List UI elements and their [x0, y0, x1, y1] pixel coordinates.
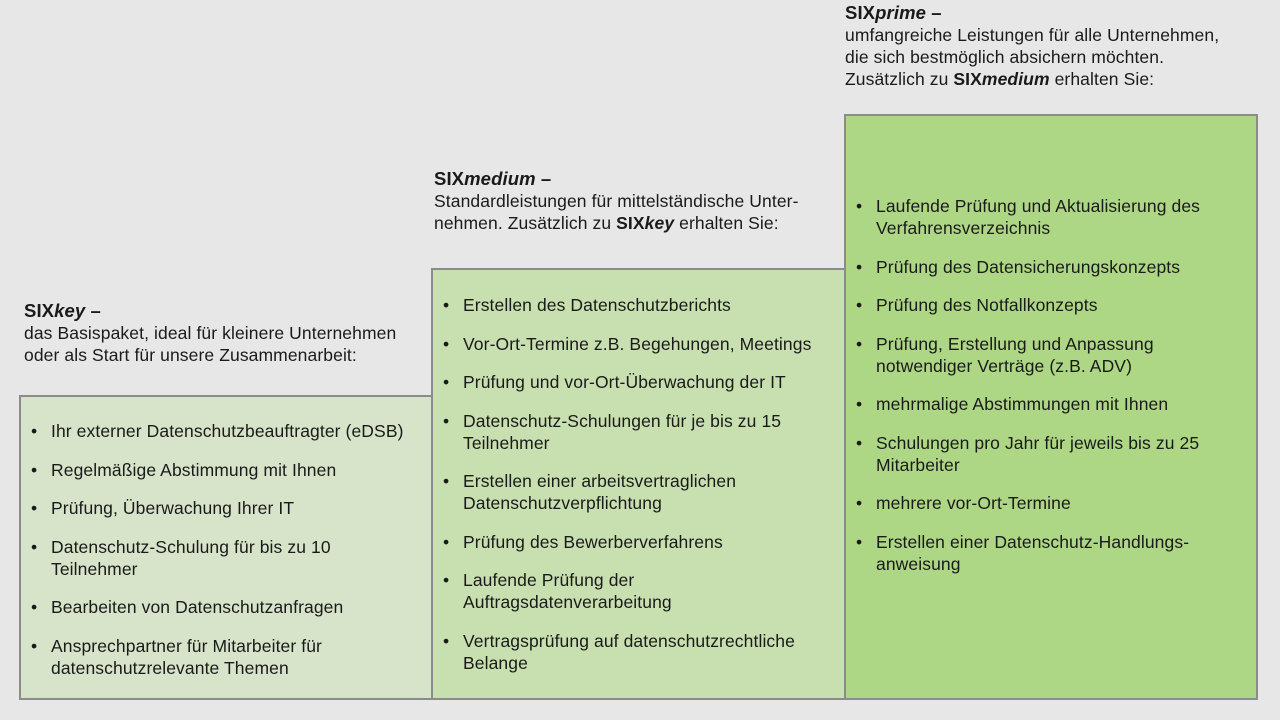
list-item-text: Bearbeiten von Datenschutzanfragen — [51, 597, 344, 617]
list-item-text: notwendiger Verträge (z.B. ADV) — [876, 355, 1133, 376]
list-item — [24, 459, 431, 481]
list-item — [436, 294, 845, 316]
bullet-icon: • — [31, 635, 38, 656]
bullet-icon: • — [443, 410, 450, 431]
sixmedium-feature-list — [436, 294, 845, 674]
bullet-icon: • — [856, 432, 863, 453]
bullet-icon: • — [443, 295, 450, 315]
list-item — [849, 531, 1256, 575]
list-item-text: Teilnehmer — [51, 558, 138, 579]
list-item-text: Laufende Prüfung und Aktualisierung des — [876, 196, 1201, 216]
sixkey-feature-box — [19, 395, 433, 700]
bullet-icon: • — [856, 531, 863, 552]
sixprime-feature-list — [849, 195, 1256, 575]
bullet-icon: • — [443, 471, 450, 491]
list-item-text: datenschutzrelevante Themen — [51, 657, 289, 678]
sixprime-description-line-2: die sich bestmöglich absichern möchten. — [845, 47, 1165, 67]
list-item — [24, 596, 431, 618]
list-item-text: Prüfung des Datensicherungskonzepts — [876, 256, 1181, 277]
list-item — [849, 333, 1256, 377]
list-item-text: Teilnehmer — [463, 432, 550, 453]
list-item — [436, 333, 845, 355]
list-item-text: Prüfung des Notfallkonzepts — [876, 295, 1098, 315]
sixprime-description-line-1: umfangreiche Leistungen für alle Unternehmen, — [845, 25, 1220, 45]
list-item-text: Vertragsprüfung auf datenschutzrechtliche — [463, 630, 795, 651]
sixprime-heading — [845, 2, 1265, 90]
sixkey-description-line-2: oder als Start für unsere Zusammenarbeit: — [24, 345, 357, 365]
list-item-text: Vor-Ort-Termine z.B. Begehungen, Meetings — [463, 333, 812, 354]
list-item-text: Erstellen einer Datenschutz-Handlungs- — [876, 531, 1190, 552]
bullet-icon: • — [31, 421, 38, 441]
list-item-text: Auftragsdatenverarbeitung — [463, 592, 672, 612]
list-item-text: Ihr externer Datenschutzbeauftragter (eDSB) — [51, 421, 404, 441]
sixmedium-reference: SIXmedium — [953, 69, 1050, 89]
list-item-text: Ansprechpartner für Mitarbeiter für — [51, 635, 322, 656]
list-item-text: Erstellen des Datenschutzberichts — [463, 295, 731, 315]
bullet-icon: • — [856, 394, 863, 414]
sixprime-description-line-3: Zusätzlich zu SIXmedium erhalten Sie: — [845, 69, 1155, 89]
bullet-icon: • — [31, 536, 38, 557]
list-item-text: Verfahrensverzeichnis — [876, 218, 1051, 238]
list-item — [436, 630, 845, 674]
bullet-icon: • — [856, 333, 863, 354]
list-item-text: Datenschutzverpflichtung — [463, 493, 662, 513]
sixkey-title: SIXkey – — [24, 300, 101, 321]
bullet-icon: • — [31, 459, 38, 480]
sixkey-feature-list — [24, 420, 431, 679]
sixmedium-description-line-2: nehmen. Zusätzlich zu SIXkey erhalten Sie: — [434, 213, 779, 233]
sixkey-description-line-1: das Basispaket, ideal für kleinere Unternehmen — [24, 323, 397, 343]
list-item — [849, 492, 1256, 514]
bullet-icon: • — [31, 597, 38, 617]
list-item — [849, 195, 1256, 239]
sixkey-heading — [24, 300, 424, 366]
bullet-icon: • — [856, 493, 863, 513]
list-item-text: mehrmalige Abstimmungen mit Ihnen — [876, 394, 1169, 414]
list-item — [436, 410, 845, 454]
list-item — [849, 393, 1256, 415]
list-item — [436, 371, 845, 393]
list-item — [24, 420, 431, 442]
list-item-text: Prüfung, Überwachung Ihrer IT — [51, 498, 295, 518]
list-item — [24, 536, 431, 580]
sixprime-title: SIXprime – — [845, 2, 942, 23]
sixmedium-feature-box — [431, 268, 847, 700]
list-item-text: Regelmäßige Abstimmung mit Ihnen — [51, 459, 337, 480]
sixmedium-description-line-1: Standardleistungen für mittelständische Unter- — [434, 191, 799, 211]
list-item-text: Datenschutz-Schulungen für je bis zu 15 — [463, 410, 782, 431]
list-item-text: Prüfung und vor-Ort-Überwachung der IT — [463, 372, 786, 392]
bullet-icon: • — [443, 630, 450, 651]
bullet-icon: • — [856, 256, 863, 277]
sixkey-reference: SIXkey — [616, 213, 675, 233]
list-item-text: Belange — [463, 652, 528, 673]
sixmedium-heading — [434, 168, 834, 234]
list-item-text: Erstellen einer arbeitsvertraglichen — [463, 471, 737, 491]
list-item-text: Laufende Prüfung der — [463, 570, 635, 590]
list-item-text: Schulungen pro Jahr für jeweils bis zu 25 — [876, 432, 1200, 453]
bullet-icon: • — [856, 196, 863, 216]
bullet-icon: • — [443, 372, 450, 392]
bullet-icon: • — [443, 531, 450, 552]
list-item — [436, 569, 845, 613]
list-item-text: Mitarbeiter — [876, 454, 960, 475]
bullet-icon: • — [443, 570, 450, 590]
list-item-text: Prüfung, Erstellung und Anpassung — [876, 333, 1154, 354]
list-item — [24, 497, 431, 519]
list-item-text: Datenschutz-Schulung für bis zu 10 — [51, 536, 331, 557]
list-item — [849, 294, 1256, 316]
bullet-icon: • — [443, 333, 450, 354]
list-item — [849, 256, 1256, 278]
list-item — [24, 635, 431, 679]
list-item — [436, 531, 845, 553]
list-item — [436, 470, 845, 514]
sixprime-feature-box — [844, 114, 1258, 700]
list-item — [849, 432, 1256, 476]
bullet-icon: • — [856, 295, 863, 315]
sixmedium-title: SIXmedium – — [434, 168, 552, 189]
bullet-icon: • — [31, 498, 38, 518]
list-item-text: mehrere vor-Ort-Termine — [876, 493, 1071, 513]
list-item-text: anweisung — [876, 553, 961, 574]
list-item-text: Prüfung des Bewerberverfahrens — [463, 531, 723, 552]
